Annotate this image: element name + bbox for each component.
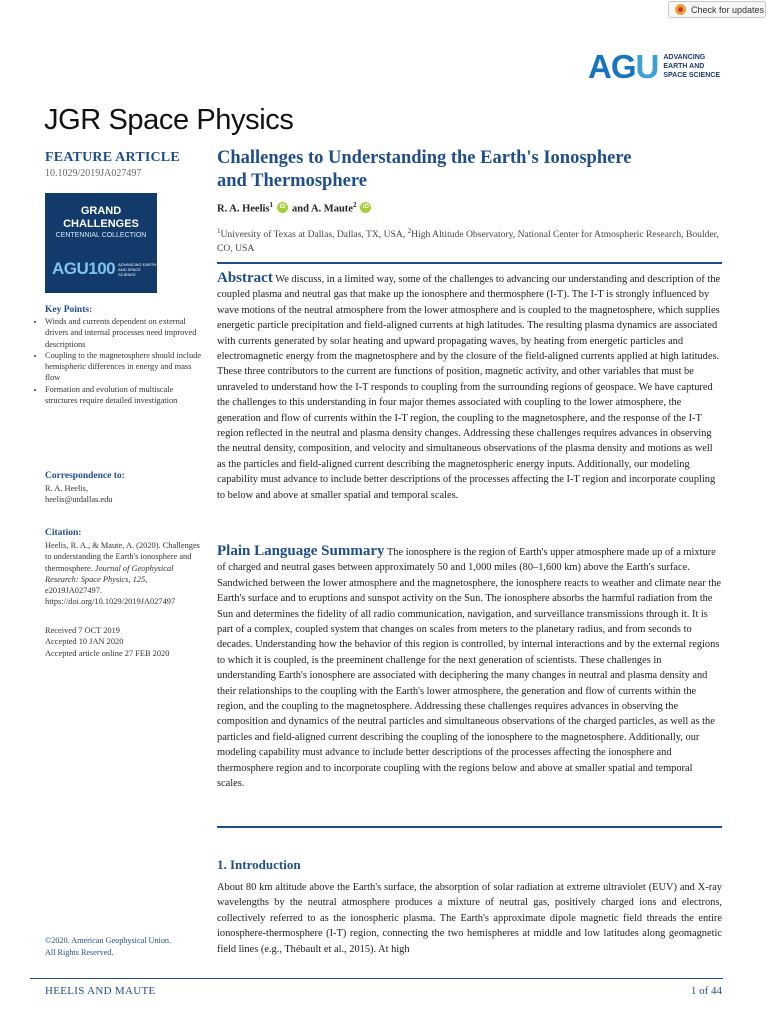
section-heading-introduction: 1. Introduction <box>217 857 301 872</box>
article-dates <box>45 625 215 659</box>
correspondence-name: R. A. Heelis, <box>45 484 89 493</box>
agu100-tagline: ADVANCING EARTH AND SPACE SCIENCE <box>118 261 157 277</box>
page-number: 1 of 44 <box>690 985 722 997</box>
footer-rule <box>30 978 723 979</box>
correspondence-heading: Correspondence to: <box>45 471 125 481</box>
journal-title: JGR Space Physics <box>44 104 294 136</box>
author-name[interactable] <box>217 201 273 215</box>
key-point: • Coupling to the magnetosphere should include hemispheric differences in energy and mass flow <box>45 350 207 384</box>
pls-text: The ionosphere is the region of Earth's upper atmosphere made up of a mixture of charged and neutral gases between approximately 50 and 1,000 miles (80–1,600 km) above the Earth's surface. Sandwiched between the lower atmosphere and the magnetosphere, the ionosphere reacts to weather and climate near the Earth's surface and to eruptions and sunspot activity on the Sun. The ionosphere absorbs the harmful radiation from the Sun and determines the fidelity of all radio communication, navigation, and surveillance transmissions through it. It is part of a complex, coupled system that changes on scales from meters to the planetary radius, and from seconds to decades. Understanding how the behavior of this region is controlled, by internal interactions and by the external regions to which it is coupled, is the preeminent challenge for the next generation of scientists. These challenges in understanding Earth's ionosphere are associated with deciphering the many changes in neutral and plasma density and their relationships to the coupling with the Earth's lower atmosphere, the generation and flow of currents within the region, and the coupling to the magnetosphere. Addressing these challenges requires advances in observing the composition and dynamics of the neutral particles and simultaneous observations of the charged particles, as well as the particles and field-aligned current describing the coupling of the ionosphere to the magnetosphere. Additionally, our modeling capability must advance to include better descriptions of the processes affecting the ionosphere and thermosphere region and to incorporate coupling with the regions below and above at smaller spatial and temporal scales. <box>217 547 722 790</box>
citation-journal: Journal of Geophysical Research: Space Physics <box>45 563 174 584</box>
agu-logo <box>588 50 743 83</box>
badge-subtitle: CENTENNIAL COLLECTION <box>55 232 147 239</box>
agu-tagline-line: EARTH AND <box>663 63 705 70</box>
affil-sup: 1 <box>217 227 221 235</box>
abstract <box>217 271 722 503</box>
badge-line: CHALLENGES <box>63 218 139 230</box>
citation-heading: Citation: <box>45 528 82 538</box>
copyright-notice <box>45 935 205 958</box>
received-date: Received 7 OCT 2019 <box>45 626 120 635</box>
article-type: FEATURE ARTICLE <box>45 150 180 165</box>
doi-link[interactable]: 10.1029/2019JA027497 <box>45 168 142 179</box>
affiliation-1: University of Texas at Dallas, Dallas, TX, USA, <box>220 229 408 241</box>
affiliations <box>217 224 722 256</box>
agu100-logo <box>52 259 157 279</box>
accepted-online-date: Accepted article online 27 FEB 2020 <box>45 648 170 658</box>
key-points-list <box>33 316 207 406</box>
author-affil-sup: 2 <box>352 201 357 209</box>
affil-sup: 2 <box>407 227 412 235</box>
citation-separator: , <box>128 574 133 584</box>
badge-line: GRAND <box>80 205 122 217</box>
pls-heading: Plain Language Summary <box>217 543 385 559</box>
key-point: • Winds and currents dependent on external drivers and internal processes need improved descriptions <box>45 316 207 350</box>
abstract-rule-bottom <box>217 826 722 828</box>
plain-language-summary <box>217 544 722 792</box>
abstract-text: We discuss, in a limited way, some of the challenges to advancing our understanding and description of the coupled plasma and neutral gas that make up the ionosphere and thermosphere (I-T). The I-T is strongly influenced by wave motions of the neutral atmosphere from the lower atmosphere and is coupled to the magnetosphere, which supplies energetic particle precipitation and field-aligned currents at high latitudes. The resulting plasma dynamics are associated with currents generated by solar heating and upward propagating waves, by heating from energetic particles and electromagnetic energy from the magnetosphere and by the closure of the field-aligned currents applied at high latitudes. These three contributors to the current are functions of position, magnetic activity, and other variables that must be unraveled to understand how the I-T responds to coupling from the surrounding regions of geospace. We have captured the challenges to this understanding in four major themes associated with coupling to the lower atmosphere, the generation and flow of currents within the I-T region, the coupling to the magnetosphere, and the response of the I-T region reflected in the neutral and plasma density changes. Addressing these challenges requires advances in observing the neutral density, composition, and velocity and simultaneous observations of the plasma density and motions as well as the particles and field-aligned current describing the magnetospheric energy inputs. Additionally, our modeling capability must advance to include better descriptions of the processes affecting the I-T region and incorporate coupling to below and above at smaller spatial and temporal scales. <box>217 274 721 501</box>
introduction-text: About 80 km altitude above the Earth's surface, the absorption of solar radiation at extreme ultraviolet (EUV) and X-ray wavelengths by the neutral atmosphere produces a mixture of neutral gas, positively charged ions and electrons, collectively referred to as the ionospheric plasma. The Earth's approximate dipole magnetic field threads the entire ionosphere-thermosphere (I-T) region, connecting the two hemispheres at middle and low latitudes along geomagnetic field lines (e.g., Thébault et al., 2015). At high <box>217 882 722 955</box>
key-points-heading: Key Points: <box>45 305 93 315</box>
check-for-updates-label: Check for updates <box>691 4 765 15</box>
abstract-rule-top <box>217 262 722 264</box>
abstract-heading: Abstract <box>217 270 273 286</box>
correspondence-block <box>45 483 205 506</box>
title-line: Challenges to Understanding the Earth's Ionosphere <box>217 148 632 168</box>
author-list <box>217 201 371 215</box>
affiliation-2: High Altitude Observatory, National Center for Atmospheric Research, Boulder, CO, USA <box>217 229 719 255</box>
copyright-line: All Rights Reserved. <box>45 947 114 957</box>
footer-authors: HEELIS AND MAUTE <box>45 985 156 997</box>
copyright-line: ©2020. American Geophysical Union. <box>45 936 172 945</box>
grand-challenges-badge <box>45 193 157 293</box>
crossmark-icon <box>675 4 686 15</box>
article-title <box>217 147 687 193</box>
check-for-updates-button[interactable] <box>668 1 766 18</box>
agu-tagline-line: ADVANCING <box>663 54 706 61</box>
citation-text <box>45 540 205 608</box>
correspondence-email[interactable]: heelis@utdallas.edu <box>45 495 113 505</box>
agu-tagline-line: SPACE SCIENCE <box>663 72 721 79</box>
agu100-wordmark: AGU100 <box>52 259 116 278</box>
agu-wordmark <box>588 50 658 83</box>
author-name-text: R. A. Heelis <box>217 203 270 215</box>
badge-title <box>45 205 157 231</box>
orcid-icon[interactable]: iD <box>277 202 288 213</box>
accepted-date: Accepted 10 JAN 2020 <box>45 637 124 647</box>
key-point: • Formation and evolution of multiscale structures require detailed investigation <box>45 384 207 407</box>
author-affil-sup: 1 <box>269 201 273 209</box>
citation-authors-title: Heelis, R. A., & Maute, A. (2020). Challenges to understanding the Earth's ionosphere and thermosphere. <box>45 541 200 573</box>
agu-wordmark-u: U <box>635 48 659 85</box>
agu-wordmark-ag: AG <box>588 48 636 85</box>
author-name[interactable] <box>292 201 356 215</box>
author-name-text: and A. Maute <box>292 203 353 215</box>
orcid-icon[interactable]: iD <box>360 202 371 213</box>
citation-volume: 125 <box>132 574 146 584</box>
agu-tagline <box>663 53 743 80</box>
title-line: and Thermosphere <box>217 171 367 191</box>
citation-doi[interactable]: , e2019JA027497. https://doi.org/10.1029/2019JA027497 <box>45 574 176 607</box>
